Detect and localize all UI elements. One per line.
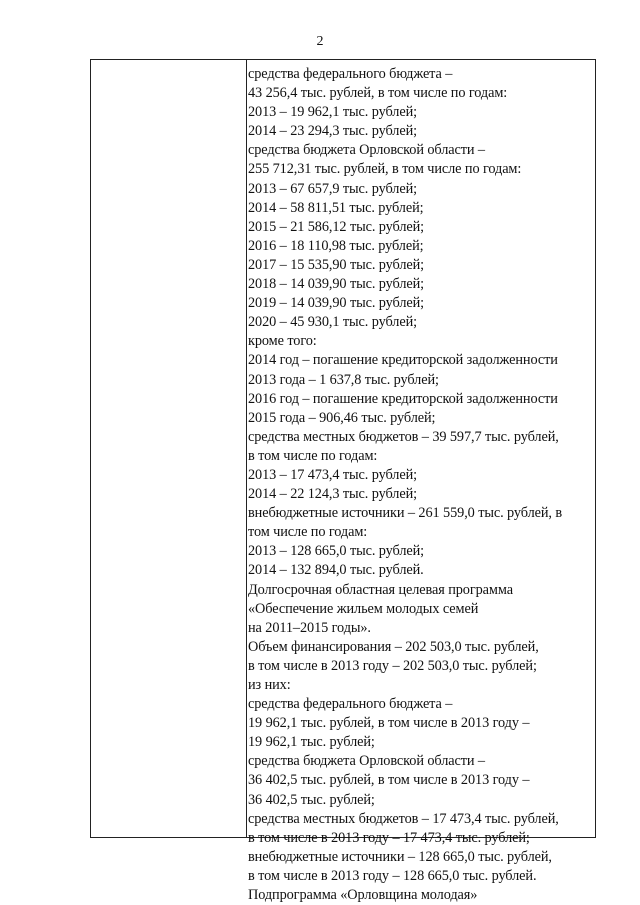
text-line: 2014 год – погашение кредиторской задолженности xyxy=(248,352,558,369)
text-line: внебюджетные источники – 128 665,0 тыс. рублей, xyxy=(248,848,552,865)
text-line: средства федерального бюджета – xyxy=(248,66,453,82)
text-line: 2014 – 132 894,0 тыс. рублей. xyxy=(248,562,424,579)
text-line: 2013 – 67 657,9 тыс. рублей; xyxy=(248,180,417,197)
text-line: 2013 – 128 665,0 тыс. рублей; xyxy=(248,543,425,560)
text-line: средства бюджета Орловской области – xyxy=(248,142,485,159)
text-line: Долгосрочная областная целевая программа xyxy=(248,581,513,598)
text-line: в том числе в 2013 году – 128 665,0 тыс. рублей. xyxy=(248,867,537,884)
text-line: на 2011–2015 годы». xyxy=(248,619,371,636)
text-line: средства федерального бюджета – xyxy=(248,696,453,713)
text-line: 2014 – 58 811,51 тыс. рублей; xyxy=(248,199,424,216)
text-line: 43 256,4 тыс. рублей, в том числе по годам: xyxy=(248,85,508,102)
text-line: в том числе в 2013 году – 17 473,4 тыс. рублей; xyxy=(248,829,530,846)
text-line: 2020 – 45 930,1 тыс. рублей; xyxy=(248,314,417,331)
text-line: 36 402,5 тыс. рублей; xyxy=(248,791,375,808)
text-line: 2017 – 15 535,90 тыс. рублей; xyxy=(248,256,425,273)
table-right-cell xyxy=(248,65,594,905)
text-line: 2014 – 22 124,3 тыс. рублей; xyxy=(248,486,417,503)
column-divider xyxy=(246,60,247,837)
text-line: 255 712,31 тыс. рублей, в том числе по годам: xyxy=(248,161,522,178)
text-line: средства местных бюджетов – 17 473,4 тыс. рублей, xyxy=(248,810,559,827)
text-line: «Обеспечение жильем молодых семей xyxy=(248,600,479,617)
text-line: 19 962,1 тыс. рублей, в том числе в 2013 году – xyxy=(248,715,530,732)
text-line: том числе по годам: xyxy=(248,524,368,541)
text-line: в том числе по годам: xyxy=(248,447,378,464)
text-line: 2018 – 14 039,90 тыс. рублей; xyxy=(248,276,425,293)
text-line: 2014 – 23 294,3 тыс. рублей; xyxy=(248,123,417,140)
text-line: Объем финансирования – 202 503,0 тыс. рублей, xyxy=(248,638,539,655)
text-line: средства местных бюджетов – 39 597,7 тыс. рублей, xyxy=(248,428,559,445)
text-line: 2016 – 18 110,98 тыс. рублей; xyxy=(248,237,424,254)
text-line: внебюджетные источники – 261 559,0 тыс. рублей, в xyxy=(248,505,563,522)
text-line: 2013 – 17 473,4 тыс. рублей; xyxy=(248,466,417,483)
text-line: в том числе в 2013 году – 202 503,0 тыс. рублей; xyxy=(248,657,537,674)
document-table xyxy=(90,59,596,904)
text-line: из них: xyxy=(248,677,291,693)
text-line: кроме того: xyxy=(248,333,317,350)
text-line: 36 402,5 тыс. рублей, в том числе в 2013 году – xyxy=(248,772,530,789)
text-line: 2013 года – 1 637,8 тыс. рублей; xyxy=(248,371,439,388)
text-line: средства бюджета Орловской области – xyxy=(248,753,485,770)
text-line: 19 962,1 тыс. рублей; xyxy=(248,734,375,751)
text-line: 2015 – 21 586,12 тыс. рублей; xyxy=(248,218,425,235)
text-line: 2016 год – погашение кредиторской задолженности xyxy=(248,390,558,407)
text-line: 2013 – 19 962,1 тыс. рублей; xyxy=(248,104,417,121)
page-number: 2 xyxy=(316,34,324,49)
text-line: 2015 года – 906,46 тыс. рублей; xyxy=(248,409,436,426)
text-line: Подпрограмма «Орловщина молодая» xyxy=(248,887,478,904)
text-line: 2019 – 14 039,90 тыс. рублей; xyxy=(248,295,425,312)
